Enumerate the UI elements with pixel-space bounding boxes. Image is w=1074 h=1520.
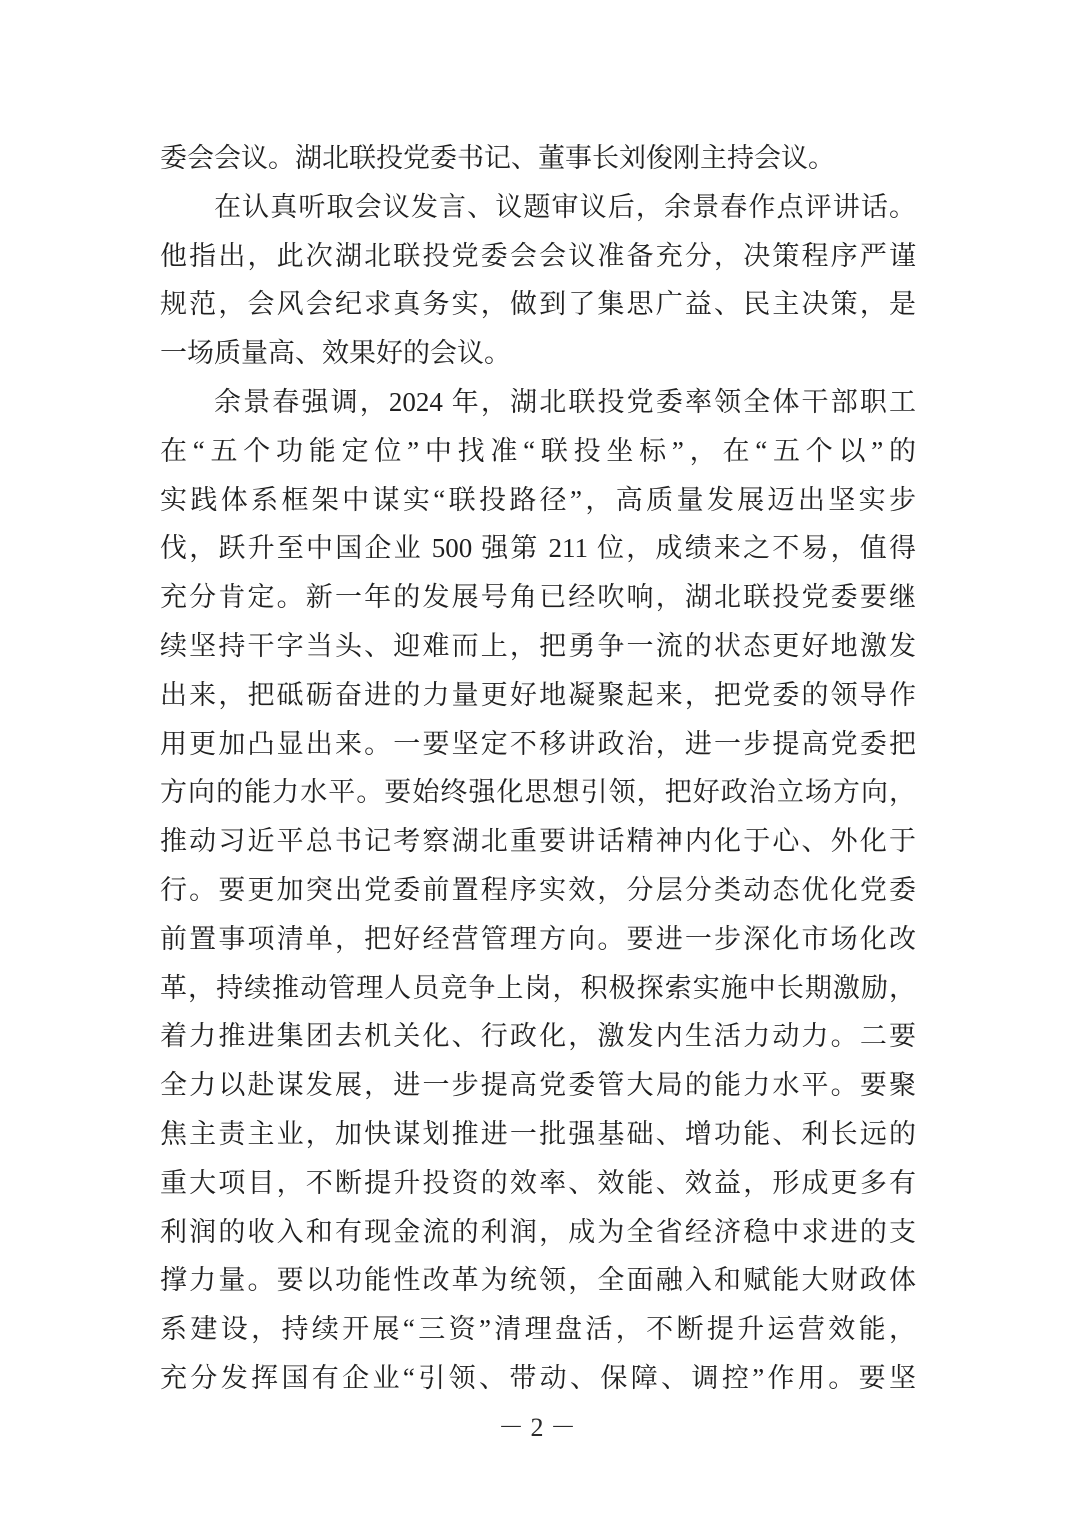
text-line: 全力以赴谋发展，进一步提高党委管大局的能力水平。要聚 — [160, 1070, 916, 1101]
document-body-text — [160, 134, 916, 1403]
text-line: 在认真听取会议发言、议题审议后，余景春作点评讲话。 — [214, 191, 916, 222]
text-line: 前置事项清单，把好经营管理方向。要进一步深化市场化改 — [160, 923, 916, 954]
text-line: 续坚持干字当头、迎难而上，把勇争一流的状态更好地激发 — [160, 630, 916, 661]
text-line: 革，持续推动管理人员竞争上岗，积极探索实施中长期激励， — [160, 972, 916, 1003]
text-line: 出来，把砥砺奋进的力量更好地凝聚起来，把党委的领导作 — [160, 679, 916, 710]
page-number: － 2 － — [497, 1413, 576, 1442]
text-line: 方向的能力水平。要始终强化思想引领，把好政治立场方向， — [160, 777, 916, 808]
text-line: 系建设，持续开展“三资”清理盘活，不断提升运营效能， — [160, 1314, 916, 1345]
text-line: 充分肯定。新一年的发展号角已经吹响，湖北联投党委要继 — [160, 582, 916, 613]
text-line: 焦主责主业，加快谋划推进一批强基础、增功能、利长远的 — [160, 1118, 916, 1149]
text-line: 着力推进集团去机关化、行政化，激发内生活力动力。二要 — [160, 1021, 916, 1052]
text-line: 推动习近平总书记考察湖北重要讲话精神内化于心、外化于 — [160, 826, 916, 857]
text-line: 利润的收入和有现金流的利润，成为全省经济稳中求进的支 — [160, 1216, 916, 1247]
text-line: 撑力量。要以功能性改革为统领，全面融入和赋能大财政体 — [160, 1265, 916, 1296]
text-line: 用更加凸显出来。一要坚定不移讲政治，进一步提高党委把 — [160, 728, 916, 759]
text-line: 实践体系框架中谋实“联投路径”，高质量发展迈出坚实步 — [160, 484, 916, 515]
text-line: 在“五个功能定位”中找准“联投坐标”，在“五个以”的 — [160, 435, 916, 466]
text-line: 行。要更加突出党委前置程序实效，分层分类动态优化党委 — [160, 874, 916, 905]
text-line: 伐，跃升至中国企业 500 强第 211 位，成绩来之不易，值得 — [160, 533, 916, 564]
text-line: 一场质量高、效果好的会议。 — [160, 338, 511, 369]
text-line: 委会会议。湖北联投党委书记、董事长刘俊刚主持会议。 — [160, 143, 835, 173]
text-line: 规范，会风会纪求真务实，做到了集思广益、民主决策，是 — [160, 289, 916, 320]
text-line: 他指出，此次湖北联投党委会会议准备充分，决策程序严谨 — [160, 240, 916, 271]
text-line: 余景春强调，2024 年，湖北联投党委率领全体干部职工 — [214, 386, 916, 417]
text-line: 充分发挥国有企业“引领、带动、保障、调控”作用。要坚 — [160, 1362, 916, 1393]
text-line: 重大项目，不断提升投资的效率、效能、效益，形成更多有 — [160, 1167, 916, 1198]
